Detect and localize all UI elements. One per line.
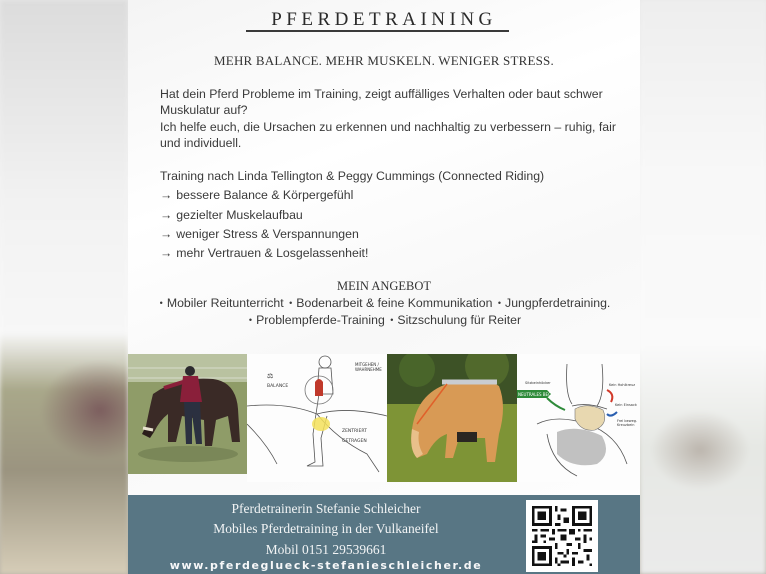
arrow-right-icon: → bbox=[160, 246, 173, 261]
bullet-icon: • bbox=[390, 315, 394, 325]
offer-list-row-2 bbox=[128, 313, 640, 327]
diagram-rider-balance bbox=[247, 354, 387, 482]
benefit-item: → gezielter Muskelaufbau bbox=[160, 207, 303, 222]
svg-text:⚖: ⚖ bbox=[267, 372, 274, 380]
svg-text:BALANCE: BALANCE bbox=[267, 384, 289, 389]
offer-heading: MEIN ANGEBOT bbox=[336, 279, 432, 293]
intro-line-2: Ich helfe euch, die Ursachen zu erkennen und nachhaltig zu verbessern – ruhig, fair und individuell. bbox=[160, 119, 616, 150]
benefit-item: → bessere Balance & Körpergefühl bbox=[160, 188, 354, 203]
flyer bbox=[128, 0, 640, 574]
svg-text:GETRAGEN: GETRAGEN bbox=[342, 439, 367, 444]
svg-text:Kein Einsack: Kein Einsack bbox=[615, 403, 637, 407]
image-strip bbox=[128, 354, 640, 482]
offer-item: Jungpferdetraining. bbox=[505, 296, 611, 310]
offer-item: Bodenarbeit & feine Kommunikation bbox=[296, 296, 493, 310]
svg-text:Sitzbeinhöcker: Sitzbeinhöcker bbox=[525, 381, 551, 385]
title-underline bbox=[246, 30, 509, 32]
offer-item: Problempferde-Training bbox=[256, 313, 385, 327]
svg-text:MITGEHEN /: MITGEHEN / bbox=[355, 362, 379, 367]
svg-text:NEUTRALES BECKEN: NEUTRALES BECKEN bbox=[518, 392, 560, 397]
methods-heading: Training nach Linda Tellington & Peggy Cummings (Connected Riding) bbox=[160, 169, 545, 183]
benefit-item: → mehr Vertrauen & Losgelassenheit! bbox=[160, 246, 369, 261]
svg-text:ZENTRIERT: ZENTRIERT bbox=[342, 429, 367, 434]
svg-text:Kein Hohlkreuz: Kein Hohlkreuz bbox=[609, 383, 636, 387]
flyer-title: PFERDETRAINING bbox=[271, 9, 497, 30]
offer-item: Mobiler Reitunterricht bbox=[166, 296, 284, 310]
photo-trainer-with-horse bbox=[128, 354, 247, 474]
trainer-name: Pferdetrainerin Stefanie Schleicher bbox=[231, 501, 421, 516]
qr-code[interactable] bbox=[526, 500, 598, 572]
flyer-subtitle: MEHR BALANCE. MEHR MUSKELN. WENIGER STRESS. bbox=[214, 53, 554, 68]
offer-list-row-1 bbox=[128, 296, 640, 310]
svg-text:WAHRNEHME: WAHRNEHME bbox=[355, 367, 382, 372]
svg-text:Kreuzbein: Kreuzbein bbox=[617, 423, 635, 427]
arrow-right-icon: → bbox=[160, 207, 173, 222]
bullet-icon: • bbox=[497, 298, 502, 308]
photo-pony-grazing bbox=[387, 354, 517, 482]
phone-number: Mobil 0151 29539661 bbox=[265, 542, 387, 557]
bullet-icon: • bbox=[159, 298, 163, 308]
contact-footer bbox=[128, 495, 640, 574]
svg-text:Frei beweg.: Frei beweg. bbox=[617, 419, 638, 423]
background-blur-right bbox=[640, 0, 766, 574]
benefit-item: → weniger Stress & Verspannungen bbox=[160, 226, 359, 241]
intro-line-1: Hat dein Pferd Probleme im Training, zeigt auffälliges Verhalten oder baut schwer Muskulatur auf? bbox=[160, 87, 603, 118]
website-link[interactable]: www.pferdeglueck-stefanieschleicher.de bbox=[169, 559, 483, 572]
footer-tagline: Mobiles Pferdetraining in der Vulkaneifel bbox=[213, 521, 439, 536]
bullet-icon: • bbox=[289, 298, 293, 308]
methods-section bbox=[160, 167, 620, 263]
diagram-pelvis-seat bbox=[517, 354, 640, 482]
intro-paragraph bbox=[160, 86, 620, 151]
offer-item: Sitzschulung für Reiter bbox=[397, 313, 522, 327]
arrow-right-icon: → bbox=[160, 226, 173, 241]
background-blur-left bbox=[0, 0, 128, 574]
bullet-icon: • bbox=[248, 315, 253, 325]
arrow-right-icon: → bbox=[160, 188, 173, 203]
